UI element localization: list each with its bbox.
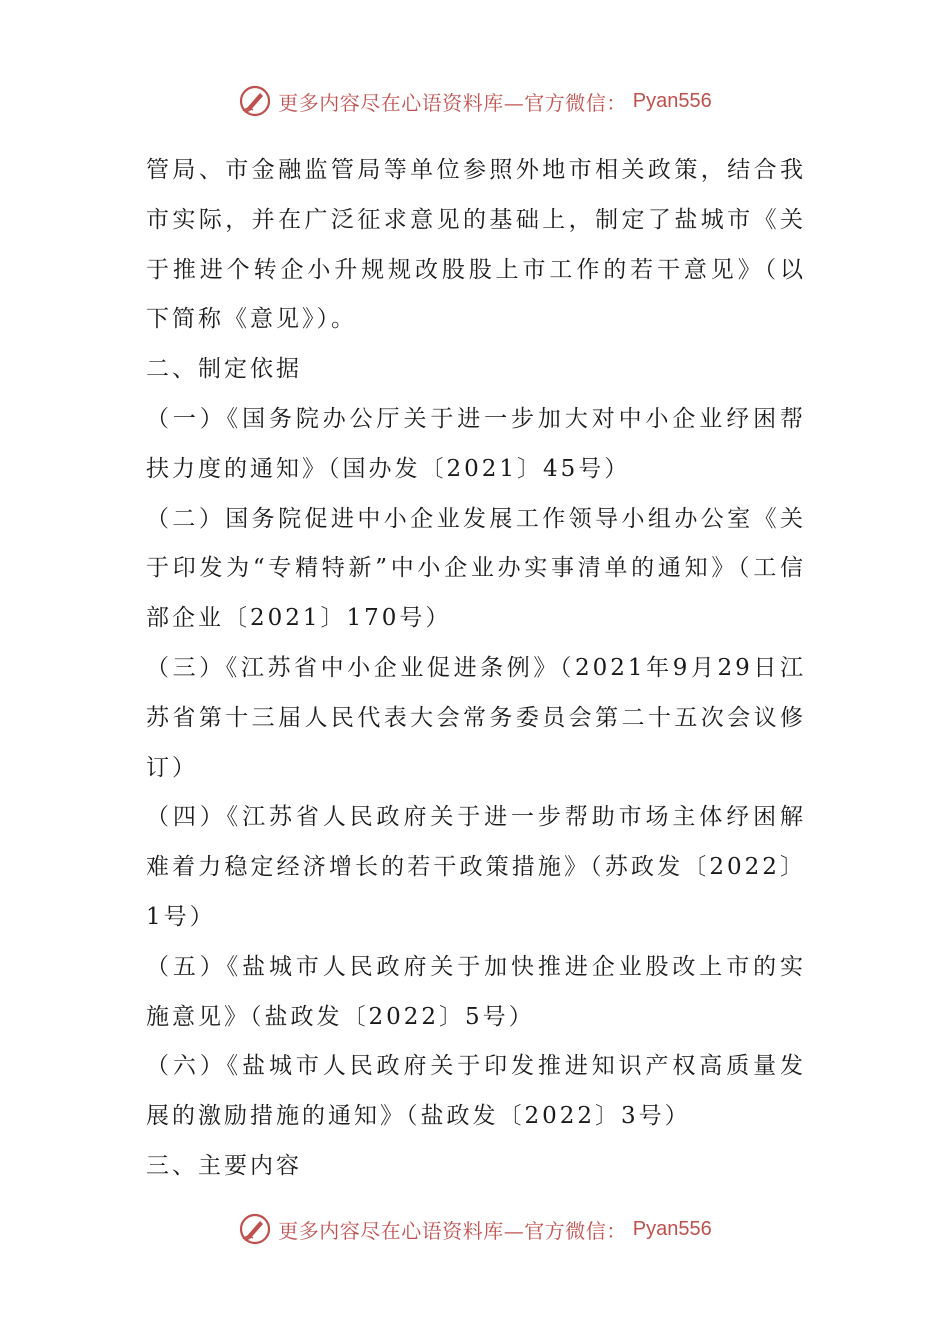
watermark-footer — [0, 1212, 950, 1246]
paragraph-intro: 管局、市金融监管局等单位参照外地市相关政策，结合我市实际，并在广泛征求意见的基础上，制定了盐城市《关于推进个转企小升规规改股股上市工作的若干意见》（以下简称《意见》）。 — [146, 157, 806, 333]
section-heading-basis: 二、制定依据 — [146, 356, 302, 383]
basis-item-1: （一）《国务院办公厅关于进一步加大对中小企业纾困帮扶力度的通知》（国办发〔2021〕45号） — [146, 405, 806, 482]
watermark-header — [0, 84, 950, 118]
basis-item-2: （二）国务院促进中小企业发展工作领导小组办公室《关于印发为“专精特新”中小企业办实事清单的通知》（工信部企业〔2021〕170号） — [146, 505, 806, 632]
pen-logo-icon — [238, 1212, 272, 1246]
watermark-wechat-id: Pyan556 — [632, 1217, 712, 1240]
section-heading-content: 三、主要内容 — [146, 1152, 302, 1179]
watermark-text: 更多内容尽在心语资料库—官方微信： — [278, 1218, 627, 1243]
basis-item-6: （六）《盐城市人民政府关于印发推进知识产权高质量发展的激励措施的通知》（盐政发〔2022〕3号） — [146, 1053, 806, 1130]
pen-logo-icon — [238, 84, 272, 118]
basis-item-5: （五）《盐城市人民政府关于加快推进企业股改上市的实施意见》（盐政发〔2022〕5号） — [146, 953, 806, 1030]
basis-item-3: （三）《江苏省中小企业促进条例》（2021年9月29日江苏省第十三届人民代表大会常务委员会第二十五次会议修订） — [146, 654, 806, 781]
watermark-wechat-id: Pyan556 — [632, 89, 712, 112]
basis-item-4: （四）《江苏省人民政府关于进一步帮助市场主体纾困解难着力稳定经济增长的若干政策措施》（苏政发〔2022〕1号） — [146, 804, 806, 930]
watermark-text: 更多内容尽在心语资料库—官方微信： — [278, 90, 627, 115]
document-body — [146, 146, 806, 1192]
